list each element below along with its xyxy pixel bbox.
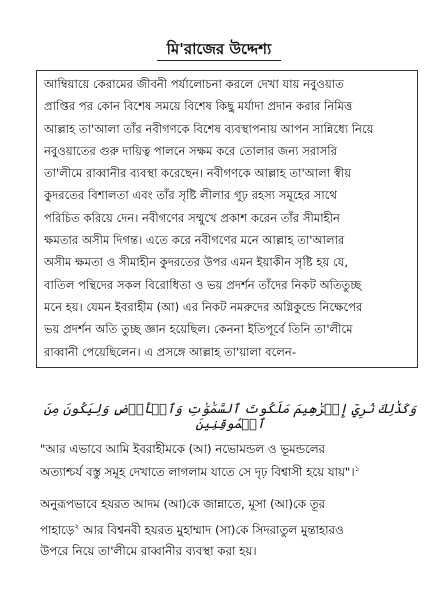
closing-line-part: পাহাড়ে [40,522,75,537]
closing-line-part: আর বিশ্বনবী হযরত মুহাম্মাদ (সা)কে সিদরাতুল মুন্তাহারও [79,522,344,537]
footnote-marker: ১ [354,464,360,473]
intro-line: বাতিল পন্থিদের সকল বিরোধিতা ও ভয় প্রদর্শন তাঁদের নিকট অতিতুচ্ছ [44,277,362,292]
closing-paragraph [40,494,420,562]
intro-line: নবুওয়াতের গুরু দায়িত্ব পালনে সক্ষম করে তোলার জন্য সরাসরি [44,143,337,158]
intro-line: অসীম ক্ষমতা ও সীমাহীন কুদরতের উপর এমন ইয়াকীন সৃষ্টি হয় যে, [44,255,349,270]
quote-line-text: অত্যাশ্চর্য বস্তু সমূহ দেখাতে লাগলাম যাতে সে দৃঢ় বিশ্বাসী হয়ে যায়"। [40,464,355,479]
intro-line: ক্ষমতার অসীম দিগন্ত। এতে করে নবীগণের মনে আল্লাহ তা'আলার [44,233,345,248]
closing-line: অনুরূপভাবে হযরত আদম (আ)কে জান্নাতে, মূসা (আ)কে তূর [40,497,326,511]
arabic-verse: وَكَذَٰلِكَ نُرِيٓ إِبۡرَٰهِيمَ مَلَكُوتَ ٱلسَّمَٰوَٰتِ وَٱلۡأَرۡضِ وَلِيَكُونَ مِنَ ٱلۡمُوقِنِينَ [43,402,417,432]
quote-line [40,459,420,482]
intro-line: আম্বিয়ায়ে কেরামের জীবনী পর্যালোচনা করলে দেখা যায় নবুওয়াত [44,77,344,91]
closing-line: উপরে নিয়ে তা'লীমে রাব্বানীর ব্যবস্থা করা হয়। [40,543,257,558]
intro-line: কুদরতের বিশালতা এবং তাঁর সৃষ্টি লীলার গূঢ় রহস্য সমূহের সাথে [44,188,337,203]
title-underline [157,60,281,61]
intro-line: মনে হয়। যেমন ইবরাহীম (আ) এর নিকট নমরুদের অগ্নিকুন্ডে নিক্ষেপের [44,299,363,314]
intro-line: তা'লীমে রাব্বানীর ব্যবস্থা করেছেন। নবীগণকে আল্লাহ তা'আলা স্বীয় [44,166,352,181]
quote-line: "আর এভাবে আমি ইবরাহীমকে (আ) নভোমন্ডল ও ভূমন্ডলের [40,442,326,456]
intro-paragraph-box [36,70,418,368]
intro-line: আল্লাহ তা'আলা তাঁর নবীগণকে বিশেষ ব্যবস্থাপনায় আপন সান্নিধ্যে নিয়ে [44,121,374,136]
intro-line: রাব্বানী পেয়েছিলেন। এ প্রসঙ্গে আল্লাহ তা'য়ালা বলেন- [44,344,297,359]
intro-line: ভয় প্রদর্শন অতি তুচ্ছ জ্ঞান হয়েছিল। কেননা ইতিপূর্বে তিনি তা'লীমে [44,322,353,337]
page-title: মি'রাজের উদ্দেশ্য [166,40,272,58]
footnote-marker: ২ [74,521,80,531]
closing-line [40,516,420,541]
intro-line: প্রাপ্তির পর কোন বিশেষ সময়ে বিশেষ কিছু মর্যাদা প্রদান করার নিমিত্ত [44,99,353,114]
intro-line: পরিচিত করিয়ে দেন। নবীগণের সম্মুখে প্রকাশ করেন তাঁর সীমাহীন [44,210,340,225]
translation-quote [40,439,420,482]
